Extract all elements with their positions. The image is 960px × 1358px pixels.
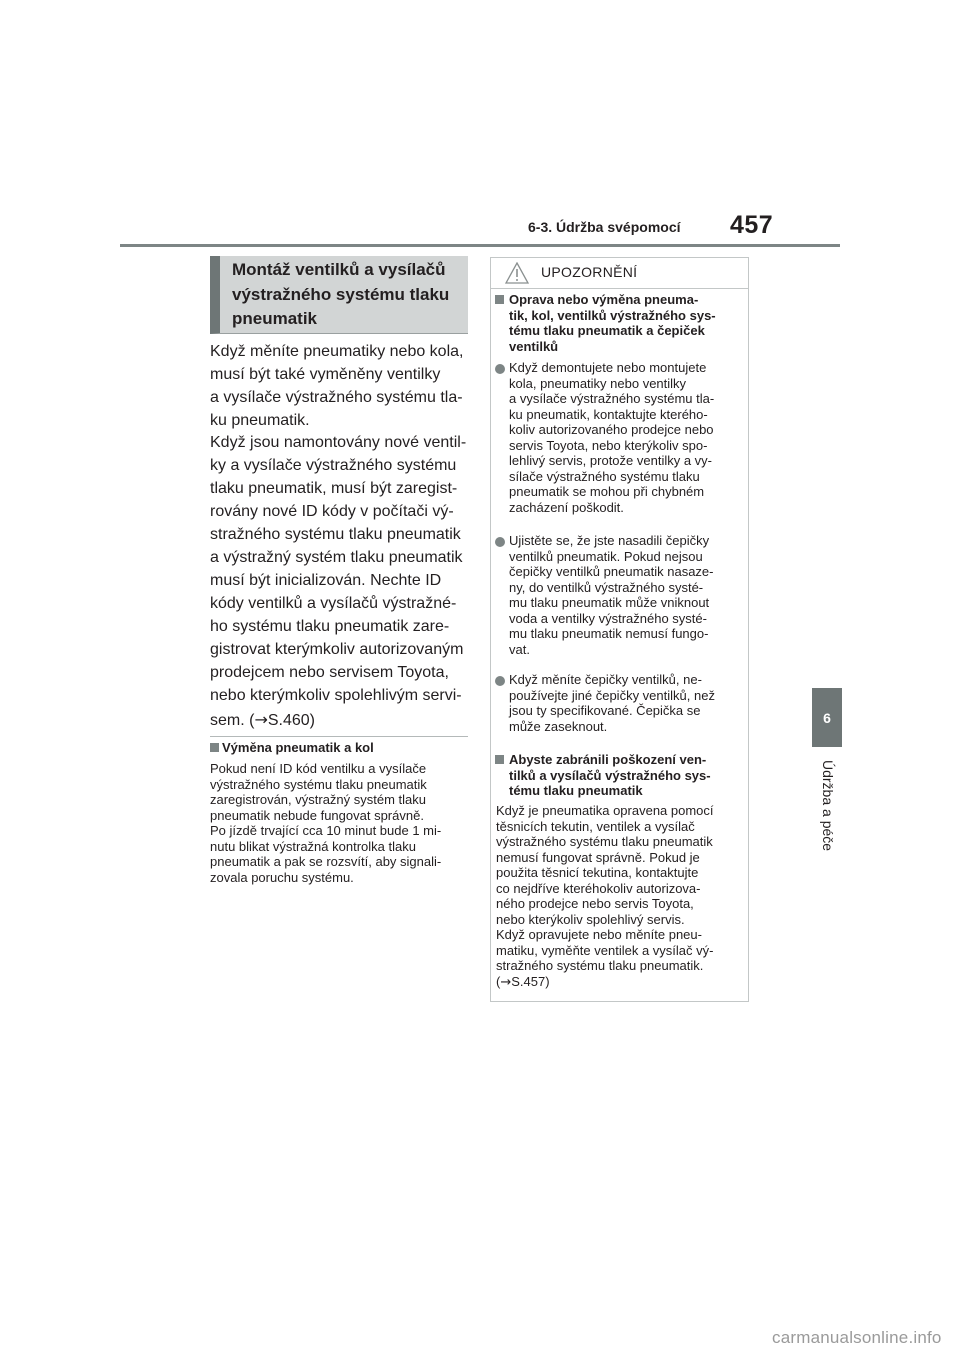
text-line: nemusí fungovat správně. Pokud je (496, 849, 700, 865)
header-rule (120, 244, 840, 247)
text-line: zaregistrován, výstražný systém tlaku (210, 792, 427, 807)
text-line: a vysílače výstražného systému tla- (509, 391, 715, 406)
text-line: zacházení poškodit. (509, 499, 624, 515)
watermark: carmanualsonline.info (772, 1328, 942, 1347)
section-heading-line: Montáž ventilků a vysílačů (232, 260, 446, 279)
text-line: tik, kol, ventilků výstražného sys- (509, 307, 716, 323)
text-line: a výstražný systém tlaku pneumatik (210, 549, 463, 566)
text-line: Abyste zabránili poškození ven- (509, 752, 707, 767)
text-line: stražného systému tlaku pneumatik. (496, 958, 704, 973)
text-line: zovala poruchu systému. (210, 869, 354, 885)
warning-box (490, 257, 749, 1002)
text-fragment: sem. ( (210, 712, 255, 729)
warning-triangle-icon (505, 262, 529, 284)
section-heading-line: pneumatik (232, 309, 318, 328)
text-line: mu tlaku pneumatik nemusí fungo- (509, 626, 709, 641)
text-line: ho systému tlaku pneumatik zare- (210, 618, 450, 635)
text-line: lehlivý servis, protože ventilky a vy- (509, 453, 713, 468)
text-line: jsou ty specifikované. Čepička se (509, 703, 701, 718)
text-line (496, 974, 550, 990)
text-line: ny, do ventilků výstražného systé- (509, 579, 704, 595)
text-line: Když měníte čepičky ventilků, ne- (509, 672, 702, 687)
text-line: Pokud není ID kód ventilku a vysílače (210, 761, 427, 776)
text-line: ku pneumatik, kontaktujte kterého- (509, 406, 708, 422)
text-line: pneumatik a pak se rozsvítí, aby signali- (210, 854, 442, 869)
text-line: co nejdříve kteréhokoliv autorizova- (496, 880, 701, 896)
text-line: Když opravujete nebo měníte pneu- (496, 927, 702, 942)
square-bullet-icon (210, 743, 219, 752)
text-line: Když demontujete nebo montujete (509, 360, 707, 375)
warning-title: UPOZORNĚNÍ (541, 264, 638, 280)
text-line: ného prodejce nebo servis Toyota, (496, 896, 694, 911)
text-line: Když je pneumatika opravena pomocí (496, 803, 714, 818)
text-line (210, 710, 315, 730)
text-line: stražného systému tlaku pneumatik (210, 526, 461, 543)
round-bullet-icon (495, 676, 505, 686)
text-line: těsnicích tekutin, ventilek a vysílač (496, 818, 695, 834)
section-heading (210, 256, 468, 334)
text-line: pneumatik nebude fungovat správně. (210, 807, 424, 823)
text-line: pneumatik se mohou při chybném (509, 484, 705, 499)
text-line: prodejcem nebo servisem Toyota, (210, 664, 449, 681)
sub-heading-text: Výměna pneumatik a kol (222, 740, 374, 755)
text-line: koliv autorizovaného prodejce nebo (509, 422, 714, 437)
text-line: matiku, vyměňte ventilek a vysílač vý- (496, 942, 714, 958)
text-line: musí být také vyměněny ventilky (210, 366, 441, 383)
text-line: ku pneumatik. (210, 412, 310, 429)
square-bullet-icon (495, 295, 504, 304)
text-line: a vysílače výstražného systému tla- (210, 389, 463, 406)
arrow-icon: → (254, 710, 268, 729)
square-bullet-icon (495, 755, 504, 764)
chapter-title: Údržba a péče (820, 760, 836, 852)
arrow-icon: → (500, 974, 512, 990)
text-line: gistrovat kterýmkoliv autorizovaným (210, 641, 464, 658)
text-line: Oprava nebo výměna pneuma- (509, 292, 699, 307)
text-line: tému tlaku pneumatik a čepiček (509, 323, 705, 338)
text-line: použita těsnicí tekutina, kontaktujte (496, 865, 699, 880)
text-line: ventilků (509, 338, 559, 354)
text-line: nebo kterýmkoliv spolehlivým servi- (210, 687, 462, 704)
text-line: vat. (509, 641, 530, 657)
text-fragment: ( (496, 973, 501, 989)
chapter-tab (812, 688, 842, 747)
text-line: tému tlaku pneumatik (509, 783, 643, 798)
text-line: nutu blikat výstražná kontrolka tlaku (210, 838, 416, 854)
text-line: Po jízdě trvající cca 10 minut bude 1 mi- (210, 823, 442, 838)
page-reference-link[interactable]: S.460) (267, 712, 315, 729)
text-line: kódy ventilků a vysílačů výstražné- (210, 595, 457, 612)
text-line: Když jsou namontovány nové ventil- (210, 434, 467, 451)
page-reference-link[interactable]: S.457) (511, 973, 550, 989)
text-line: výstražného systému tlaku pneumatik (210, 776, 427, 792)
section-heading-line: výstražného systému tlaku (232, 285, 450, 304)
round-bullet-icon (495, 537, 505, 547)
text-line: musí být inicializován. Nechte ID (210, 572, 442, 589)
text-line: Ujistěte se, že jste nasadili čepičky (509, 533, 710, 548)
text-line: tilků a vysílačů výstražného sys- (509, 767, 711, 783)
text-line: používejte jiné čepičky ventilků, než (509, 687, 715, 703)
text-line: tlaku pneumatik, musí být zaregist- (210, 480, 458, 497)
text-line: voda a ventilky výstražného systé- (509, 610, 707, 626)
warning-header (491, 258, 748, 289)
text-line: kola, pneumatiky nebo ventilky (509, 375, 687, 391)
text-line: sílače výstražného systému tlaku (509, 468, 700, 484)
page-number: 457 (730, 211, 774, 239)
text-line: může zaseknout. (509, 718, 608, 734)
round-bullet-icon (495, 364, 505, 374)
section-divider (210, 736, 468, 737)
sub-heading (210, 740, 374, 755)
running-header-section: 6-3. Údržba svépomocí (528, 219, 681, 235)
text-line: ventilků pneumatik. Pokud nejsou (509, 548, 703, 564)
text-line: výstražného systému tlaku pneumatik (496, 834, 713, 849)
text-line: rovány nové ID kódy v počítači vý- (210, 503, 454, 520)
text-line: Když měníte pneumatiky nebo kola, (210, 343, 464, 360)
text-line: čepičky ventilků pneumatik nasaze- (509, 564, 714, 579)
text-line: servis Toyota, nebo kterýkoliv spo- (509, 437, 708, 453)
text-line: mu tlaku pneumatik může vniknout (509, 595, 710, 610)
text-line: nebo kterýkoliv spolehlivý servis. (496, 911, 685, 927)
text-line: ky a vysílače výstražného systému (210, 457, 457, 474)
chapter-number: 6 (823, 709, 831, 726)
